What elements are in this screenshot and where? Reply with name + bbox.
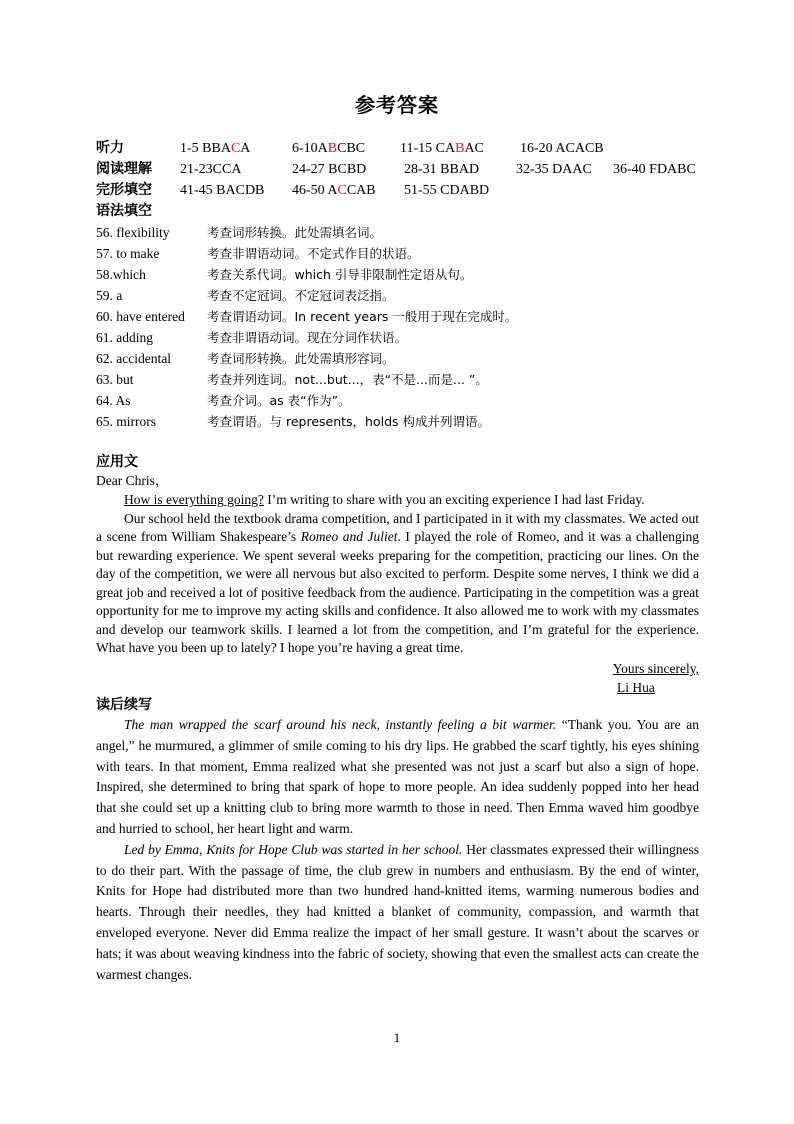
grammar-explanation: 考查不定冠词。不定冠词表泛指。: [207, 288, 395, 303]
answer-text: 11-15 CA: [400, 141, 456, 156]
answer-group: [516, 159, 592, 180]
letter-heading: 应用文: [96, 454, 138, 470]
answer-group: [404, 180, 489, 201]
letter-paragraph: How is everything going? I’m writing to share with you an exciting experience I had last Friday.: [124, 492, 645, 507]
answer-label: 完形填空: [96, 182, 152, 198]
opening-question: How is everything going?: [124, 492, 264, 507]
grammar-answer: 62. accidental: [96, 351, 171, 366]
grammar-answer: 59. a: [96, 288, 123, 303]
answer-text: 21-23CCA: [180, 162, 242, 177]
play-title: Romeo and Juliet: [300, 529, 398, 544]
highlighted-answer: B: [327, 141, 338, 156]
story-lead-sentence: The man wrapped the scarf around his neck, instantly feeling a bit warmer.: [124, 717, 557, 732]
continuation-heading: 读后续写: [96, 697, 152, 713]
grammar-explanation: 考查词形转换。此处需填名词。: [207, 225, 383, 240]
answer-text: 41-45 BACDB: [180, 183, 265, 198]
grammar-answer: 61. adding: [96, 330, 153, 345]
grammar-explanation: 考查非谓语动词。现在分词作状语。: [207, 330, 408, 345]
grammar-explanation: 考查介词。as 表“作为”。: [207, 393, 351, 408]
answer-text: A: [240, 141, 251, 156]
letter-closing: Yours sincerely,: [612, 661, 699, 676]
grammar-explanation: 考查谓语。与 represents，holds 构成并列谓语。: [207, 414, 491, 429]
answer-text: AC: [464, 141, 484, 156]
grammar-explanation: 考查谓语动词。In recent years 一般用于现在完成时。: [207, 309, 518, 324]
grammar-answer: 58.which: [96, 267, 146, 282]
letter-body: [96, 491, 699, 658]
grammar-explanation: 考查词形转换。此处需填形容词。: [207, 351, 395, 366]
page-number: 1: [393, 1030, 401, 1045]
page-title: 参考答案: [355, 93, 439, 117]
letter-paragraph: Our school held the textbook drama competition, and I participated in it with my classmates. We acted out a scene from William Shakespeare’s Romeo and Juliet. I played the role of Romeo, and it was a challenging but rewarding experience. We spent several weeks preparing for the competition, practicing our lines. On the day of the competition, we were all nervous but also excited to perform. Despite some nerves, I think we did a great job and received a lot of positive feedback from the audience. Participating in the competition was a great opportunity for me to improve my acting skills and confidence. It also allowed me to work with my classmates and develop our teamwork skills. I learned a lot from the competition, and I’m grateful for the experience. What have you been up to lately? I hope you’re having a great time.: [96, 510, 699, 655]
grammar-answer: 60. have entered: [96, 309, 185, 324]
answer-group: [520, 138, 604, 159]
answer-text: 36-40 FDABC: [613, 162, 696, 177]
answer-group: [292, 138, 365, 159]
highlighted-answer: C: [230, 141, 241, 156]
story-paragraph: The man wrapped the scarf around his neck, instantly feeling a bit warmer. “Thank you. You are an angel,” he murmured, a glimmer of smile coming to his dry lips. He grabbed the scarf tightly, his eyes shining with tears. In that moment, Emma realized what she presented was not just a scarf but also a sign of hope. Inspired, she determined to bring that spark of hope to more people. An idea suddenly popped into her head that she could set up a knitting club to bring more warmth to those in need. Then Emma waved him goodbye and hurried to school, her heart light and warm.: [96, 717, 699, 836]
answer-text: 28-31 BBAD: [404, 162, 480, 177]
answer-group: [180, 180, 264, 201]
grammar-explanation: 考查并列连词。not...but...，表“不是...而是... ”。: [207, 372, 488, 387]
answer-text: 24-27 BCBD: [292, 162, 367, 177]
grammar-answer: 64. As: [96, 393, 131, 408]
answer-group: [180, 159, 241, 180]
grammar-answer: 56. flexibility: [96, 225, 170, 240]
answer-group: [292, 180, 376, 201]
grammar-explanation: 考查关系代词。which 引导非限制性定语从句。: [207, 267, 473, 282]
story-paragraph: Led by Emma, Knits for Hope Club was started in her school. Her classmates expressed their willingness to do their part. With the passage of time, the club grew in numbers and enthusiasm. By the end of winter, Knits for Hope had distributed more than two hundred hand-knitted items, warming numerous bodies and hearts. Through their needles, they had knitted a blanket of community, compassion, and warmth that enveloped everyone. Never did Emma realize the impact of her small gesture. It wasn’t about the scarves or hats; it was about weaving kindness into the fabric of society, showing that even the smallest acts can create the warmest changes.: [96, 841, 700, 982]
continuation-body: [96, 715, 699, 985]
answer-text: 16-20 ACACB: [520, 141, 604, 156]
grammar-answer: 57. to make: [96, 246, 160, 261]
answer-group: [180, 138, 250, 159]
answer-text: CBC: [337, 141, 366, 156]
answer-text: 1-5 BBA: [180, 141, 231, 156]
answer-text: 6-10A: [292, 141, 328, 156]
grammar-explanation: 考查非谓语动词。不定式作目的状语。: [207, 246, 420, 261]
answer-text: 46-50 A: [292, 183, 338, 198]
answer-label: 听力: [96, 140, 124, 156]
grammar-heading: 语法填空: [96, 203, 152, 219]
grammar-answer: 65. mirrors: [96, 414, 156, 429]
grammar-answer: 63. but: [96, 372, 134, 387]
letter-greeting: Dear Chris，: [96, 473, 169, 488]
answer-text: 51-55 CDABD: [404, 183, 490, 198]
answer-label: 阅读理解: [96, 161, 152, 177]
story-lead-sentence: Led by Emma, Knits for Hope Club was started in her school.: [124, 841, 463, 857]
answer-group: [292, 159, 366, 180]
answer-group: [400, 138, 484, 159]
letter-signature: Li Hua: [617, 680, 655, 695]
highlighted-answer: C: [337, 183, 347, 198]
highlighted-answer: B: [455, 141, 465, 156]
answer-group: [613, 159, 696, 180]
answer-text: CAB: [346, 183, 376, 198]
answer-group: [404, 159, 479, 180]
answer-text: 32-35 DAAC: [516, 162, 592, 177]
